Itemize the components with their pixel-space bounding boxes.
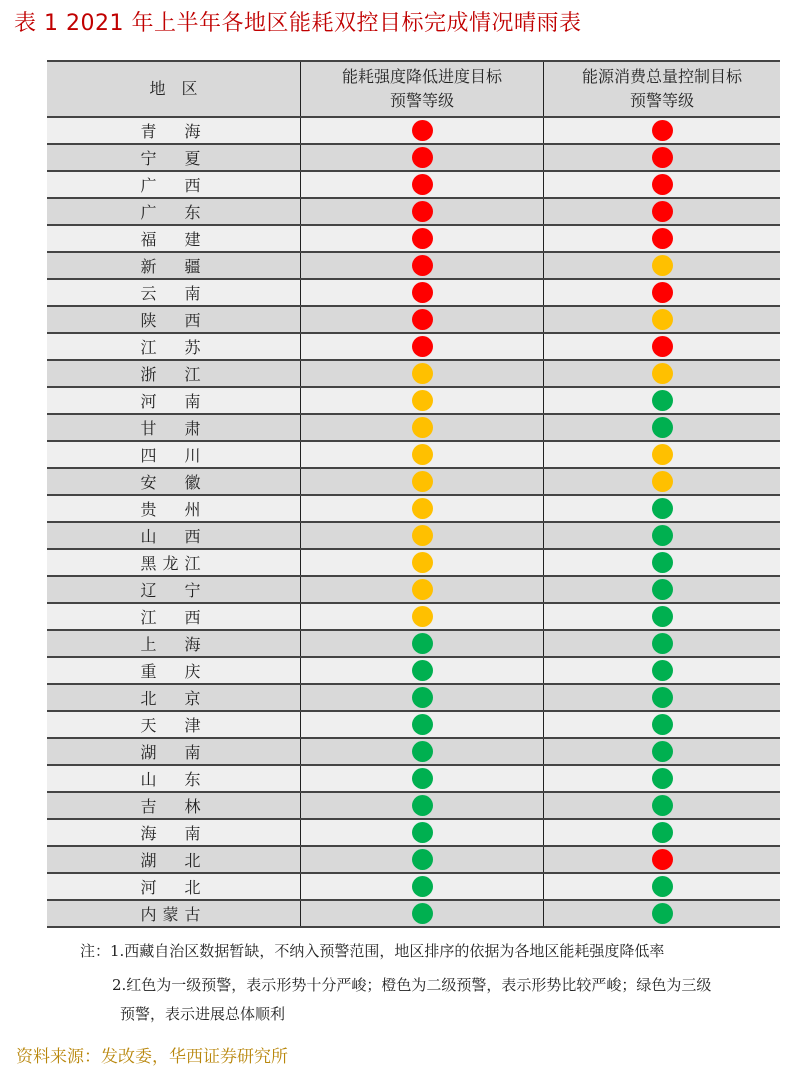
green-warning-dot-icon — [652, 606, 673, 627]
green-warning-dot-icon — [652, 822, 673, 843]
intensity-cell — [301, 738, 544, 765]
red-warning-dot-icon — [412, 282, 433, 303]
table-row — [47, 279, 780, 306]
total-cell — [544, 198, 781, 225]
region-cell: 新 疆 — [47, 252, 301, 279]
orange-warning-dot-icon — [412, 525, 433, 546]
table-row — [47, 117, 780, 144]
region-cell: 广 东 — [47, 198, 301, 225]
green-warning-dot-icon — [412, 687, 433, 708]
table-row — [47, 684, 780, 711]
green-warning-dot-icon — [652, 741, 673, 762]
table-row — [47, 576, 780, 603]
region-cell: 天 津 — [47, 711, 301, 738]
total-cell — [544, 603, 781, 630]
green-warning-dot-icon — [652, 633, 673, 654]
red-warning-dot-icon — [652, 849, 673, 870]
region-cell: 浙 江 — [47, 360, 301, 387]
total-cell — [544, 225, 781, 252]
orange-warning-dot-icon — [652, 471, 673, 492]
intensity-cell — [301, 387, 544, 414]
green-warning-dot-icon — [412, 660, 433, 681]
region-cell: 湖 北 — [47, 846, 301, 873]
table-row — [47, 144, 780, 171]
note-2: 2.红色为一级预警，表示形势十分严峻；橙色为二级预警，表示形势比较严峻；绿色为三级 — [112, 976, 712, 994]
red-warning-dot-icon — [652, 282, 673, 303]
total-cell — [544, 657, 781, 684]
total-cell — [544, 360, 781, 387]
orange-warning-dot-icon — [412, 390, 433, 411]
green-warning-dot-icon — [652, 660, 673, 681]
orange-warning-dot-icon — [412, 579, 433, 600]
region-cell: 甘 肃 — [47, 414, 301, 441]
intensity-cell — [301, 306, 544, 333]
total-cell — [544, 306, 781, 333]
intensity-cell — [301, 360, 544, 387]
intensity-cell — [301, 873, 544, 900]
green-warning-dot-icon — [652, 390, 673, 411]
green-warning-dot-icon — [652, 768, 673, 789]
region-cell: 安 徽 — [47, 468, 301, 495]
red-warning-dot-icon — [412, 336, 433, 357]
green-warning-dot-icon — [412, 876, 433, 897]
intensity-cell — [301, 495, 544, 522]
total-cell — [544, 738, 781, 765]
green-warning-dot-icon — [652, 525, 673, 546]
orange-warning-dot-icon — [412, 444, 433, 465]
region-cell: 海 南 — [47, 819, 301, 846]
table-title: 表 1 2021 年上半年各地区能耗双控目标完成情况晴雨表 — [14, 11, 582, 36]
region-cell: 内蒙古 — [47, 900, 301, 927]
table-row — [47, 549, 780, 576]
intensity-cell — [301, 819, 544, 846]
orange-warning-dot-icon — [652, 363, 673, 384]
region-cell: 宁 夏 — [47, 144, 301, 171]
region-cell: 山 东 — [47, 765, 301, 792]
green-warning-dot-icon — [412, 822, 433, 843]
red-warning-dot-icon — [652, 336, 673, 357]
red-warning-dot-icon — [412, 120, 433, 141]
orange-warning-dot-icon — [652, 255, 673, 276]
total-cell — [544, 414, 781, 441]
intensity-cell — [301, 603, 544, 630]
orange-warning-dot-icon — [652, 444, 673, 465]
region-cell: 黑龙江 — [47, 549, 301, 576]
total-cell — [544, 279, 781, 306]
total-cell — [544, 144, 781, 171]
header-total: 能源消费总量控制目标 预警等级 — [544, 61, 781, 117]
total-cell — [544, 495, 781, 522]
warning-table — [47, 60, 780, 928]
intensity-cell — [301, 846, 544, 873]
region-cell: 北 京 — [47, 684, 301, 711]
table-row — [47, 738, 780, 765]
region-cell: 河 南 — [47, 387, 301, 414]
table-row — [47, 468, 780, 495]
green-warning-dot-icon — [412, 849, 433, 870]
region-cell: 江 苏 — [47, 333, 301, 360]
intensity-cell — [301, 198, 544, 225]
notes — [80, 934, 711, 1026]
orange-warning-dot-icon — [412, 417, 433, 438]
red-warning-dot-icon — [412, 147, 433, 168]
green-warning-dot-icon — [652, 498, 673, 519]
table-row — [47, 225, 780, 252]
region-cell: 河 北 — [47, 873, 301, 900]
red-warning-dot-icon — [412, 228, 433, 249]
region-cell: 云 南 — [47, 279, 301, 306]
green-warning-dot-icon — [652, 795, 673, 816]
region-cell: 四 川 — [47, 441, 301, 468]
orange-warning-dot-icon — [412, 606, 433, 627]
intensity-cell — [301, 117, 544, 144]
red-warning-dot-icon — [652, 147, 673, 168]
total-cell — [544, 252, 781, 279]
region-cell: 湖 南 — [47, 738, 301, 765]
intensity-cell — [301, 549, 544, 576]
total-cell — [544, 441, 781, 468]
total-cell — [544, 468, 781, 495]
table-row — [47, 306, 780, 333]
orange-warning-dot-icon — [412, 552, 433, 573]
table-row — [47, 846, 780, 873]
total-cell — [544, 684, 781, 711]
green-warning-dot-icon — [652, 876, 673, 897]
total-cell — [544, 576, 781, 603]
region-cell: 山 西 — [47, 522, 301, 549]
region-cell: 重 庆 — [47, 657, 301, 684]
table-row — [47, 333, 780, 360]
table-row — [47, 630, 780, 657]
red-warning-dot-icon — [412, 309, 433, 330]
total-cell — [544, 711, 781, 738]
region-cell: 贵 州 — [47, 495, 301, 522]
table-row — [47, 873, 780, 900]
intensity-cell — [301, 252, 544, 279]
green-warning-dot-icon — [412, 795, 433, 816]
table-row — [47, 198, 780, 225]
total-cell — [544, 549, 781, 576]
region-cell: 上 海 — [47, 630, 301, 657]
table-row — [47, 792, 780, 819]
green-warning-dot-icon — [412, 714, 433, 735]
table-row — [47, 495, 780, 522]
intensity-cell — [301, 333, 544, 360]
intensity-cell — [301, 171, 544, 198]
total-cell — [544, 819, 781, 846]
total-cell — [544, 900, 781, 927]
table-row — [47, 252, 780, 279]
intensity-cell — [301, 225, 544, 252]
note-2-cont: 预警，表示进展总体顺利 — [120, 1005, 286, 1023]
green-warning-dot-icon — [412, 741, 433, 762]
red-warning-dot-icon — [412, 201, 433, 222]
region-cell: 陕 西 — [47, 306, 301, 333]
region-cell: 辽 宁 — [47, 576, 301, 603]
total-cell — [544, 630, 781, 657]
region-cell: 广 西 — [47, 171, 301, 198]
green-warning-dot-icon — [412, 633, 433, 654]
green-warning-dot-icon — [412, 903, 433, 924]
table-row — [47, 522, 780, 549]
total-cell — [544, 171, 781, 198]
red-warning-dot-icon — [412, 255, 433, 276]
orange-warning-dot-icon — [412, 498, 433, 519]
red-warning-dot-icon — [412, 174, 433, 195]
intensity-cell — [301, 684, 544, 711]
intensity-cell — [301, 711, 544, 738]
intensity-cell — [301, 576, 544, 603]
header-region: 地 区 — [47, 61, 301, 117]
intensity-cell — [301, 414, 544, 441]
intensity-cell — [301, 441, 544, 468]
intensity-cell — [301, 900, 544, 927]
header-row — [47, 61, 780, 117]
orange-warning-dot-icon — [652, 309, 673, 330]
orange-warning-dot-icon — [412, 471, 433, 492]
region-cell: 吉 林 — [47, 792, 301, 819]
green-warning-dot-icon — [652, 714, 673, 735]
source-note: 资料来源：发改委，华西证券研究所 — [16, 1047, 288, 1067]
table-row — [47, 603, 780, 630]
total-cell — [544, 792, 781, 819]
note-1: 注：1.西藏自治区数据暂缺，不纳入预警范围，地区排序的依据为各地区能耗强度降低率 — [80, 942, 665, 960]
table-row — [47, 441, 780, 468]
intensity-cell — [301, 468, 544, 495]
table-row — [47, 657, 780, 684]
total-cell — [544, 117, 781, 144]
region-cell: 江 西 — [47, 603, 301, 630]
total-cell — [544, 387, 781, 414]
region-cell: 青 海 — [47, 117, 301, 144]
intensity-cell — [301, 657, 544, 684]
intensity-cell — [301, 279, 544, 306]
table-row — [47, 171, 780, 198]
green-warning-dot-icon — [652, 552, 673, 573]
green-warning-dot-icon — [652, 417, 673, 438]
header-intensity: 能耗强度降低进度目标 预警等级 — [301, 61, 544, 117]
table-row — [47, 900, 780, 927]
table-row — [47, 360, 780, 387]
green-warning-dot-icon — [652, 579, 673, 600]
table-row — [47, 765, 780, 792]
table-row — [47, 819, 780, 846]
table-row — [47, 387, 780, 414]
table-row — [47, 711, 780, 738]
green-warning-dot-icon — [652, 687, 673, 708]
table-row — [47, 414, 780, 441]
total-cell — [544, 522, 781, 549]
intensity-cell — [301, 792, 544, 819]
green-warning-dot-icon — [412, 768, 433, 789]
intensity-cell — [301, 144, 544, 171]
red-warning-dot-icon — [652, 201, 673, 222]
green-warning-dot-icon — [652, 903, 673, 924]
intensity-cell — [301, 765, 544, 792]
total-cell — [544, 846, 781, 873]
total-cell — [544, 765, 781, 792]
region-cell: 福 建 — [47, 225, 301, 252]
red-warning-dot-icon — [652, 120, 673, 141]
red-warning-dot-icon — [652, 174, 673, 195]
total-cell — [544, 333, 781, 360]
intensity-cell — [301, 630, 544, 657]
total-cell — [544, 873, 781, 900]
red-warning-dot-icon — [652, 228, 673, 249]
orange-warning-dot-icon — [412, 363, 433, 384]
intensity-cell — [301, 522, 544, 549]
